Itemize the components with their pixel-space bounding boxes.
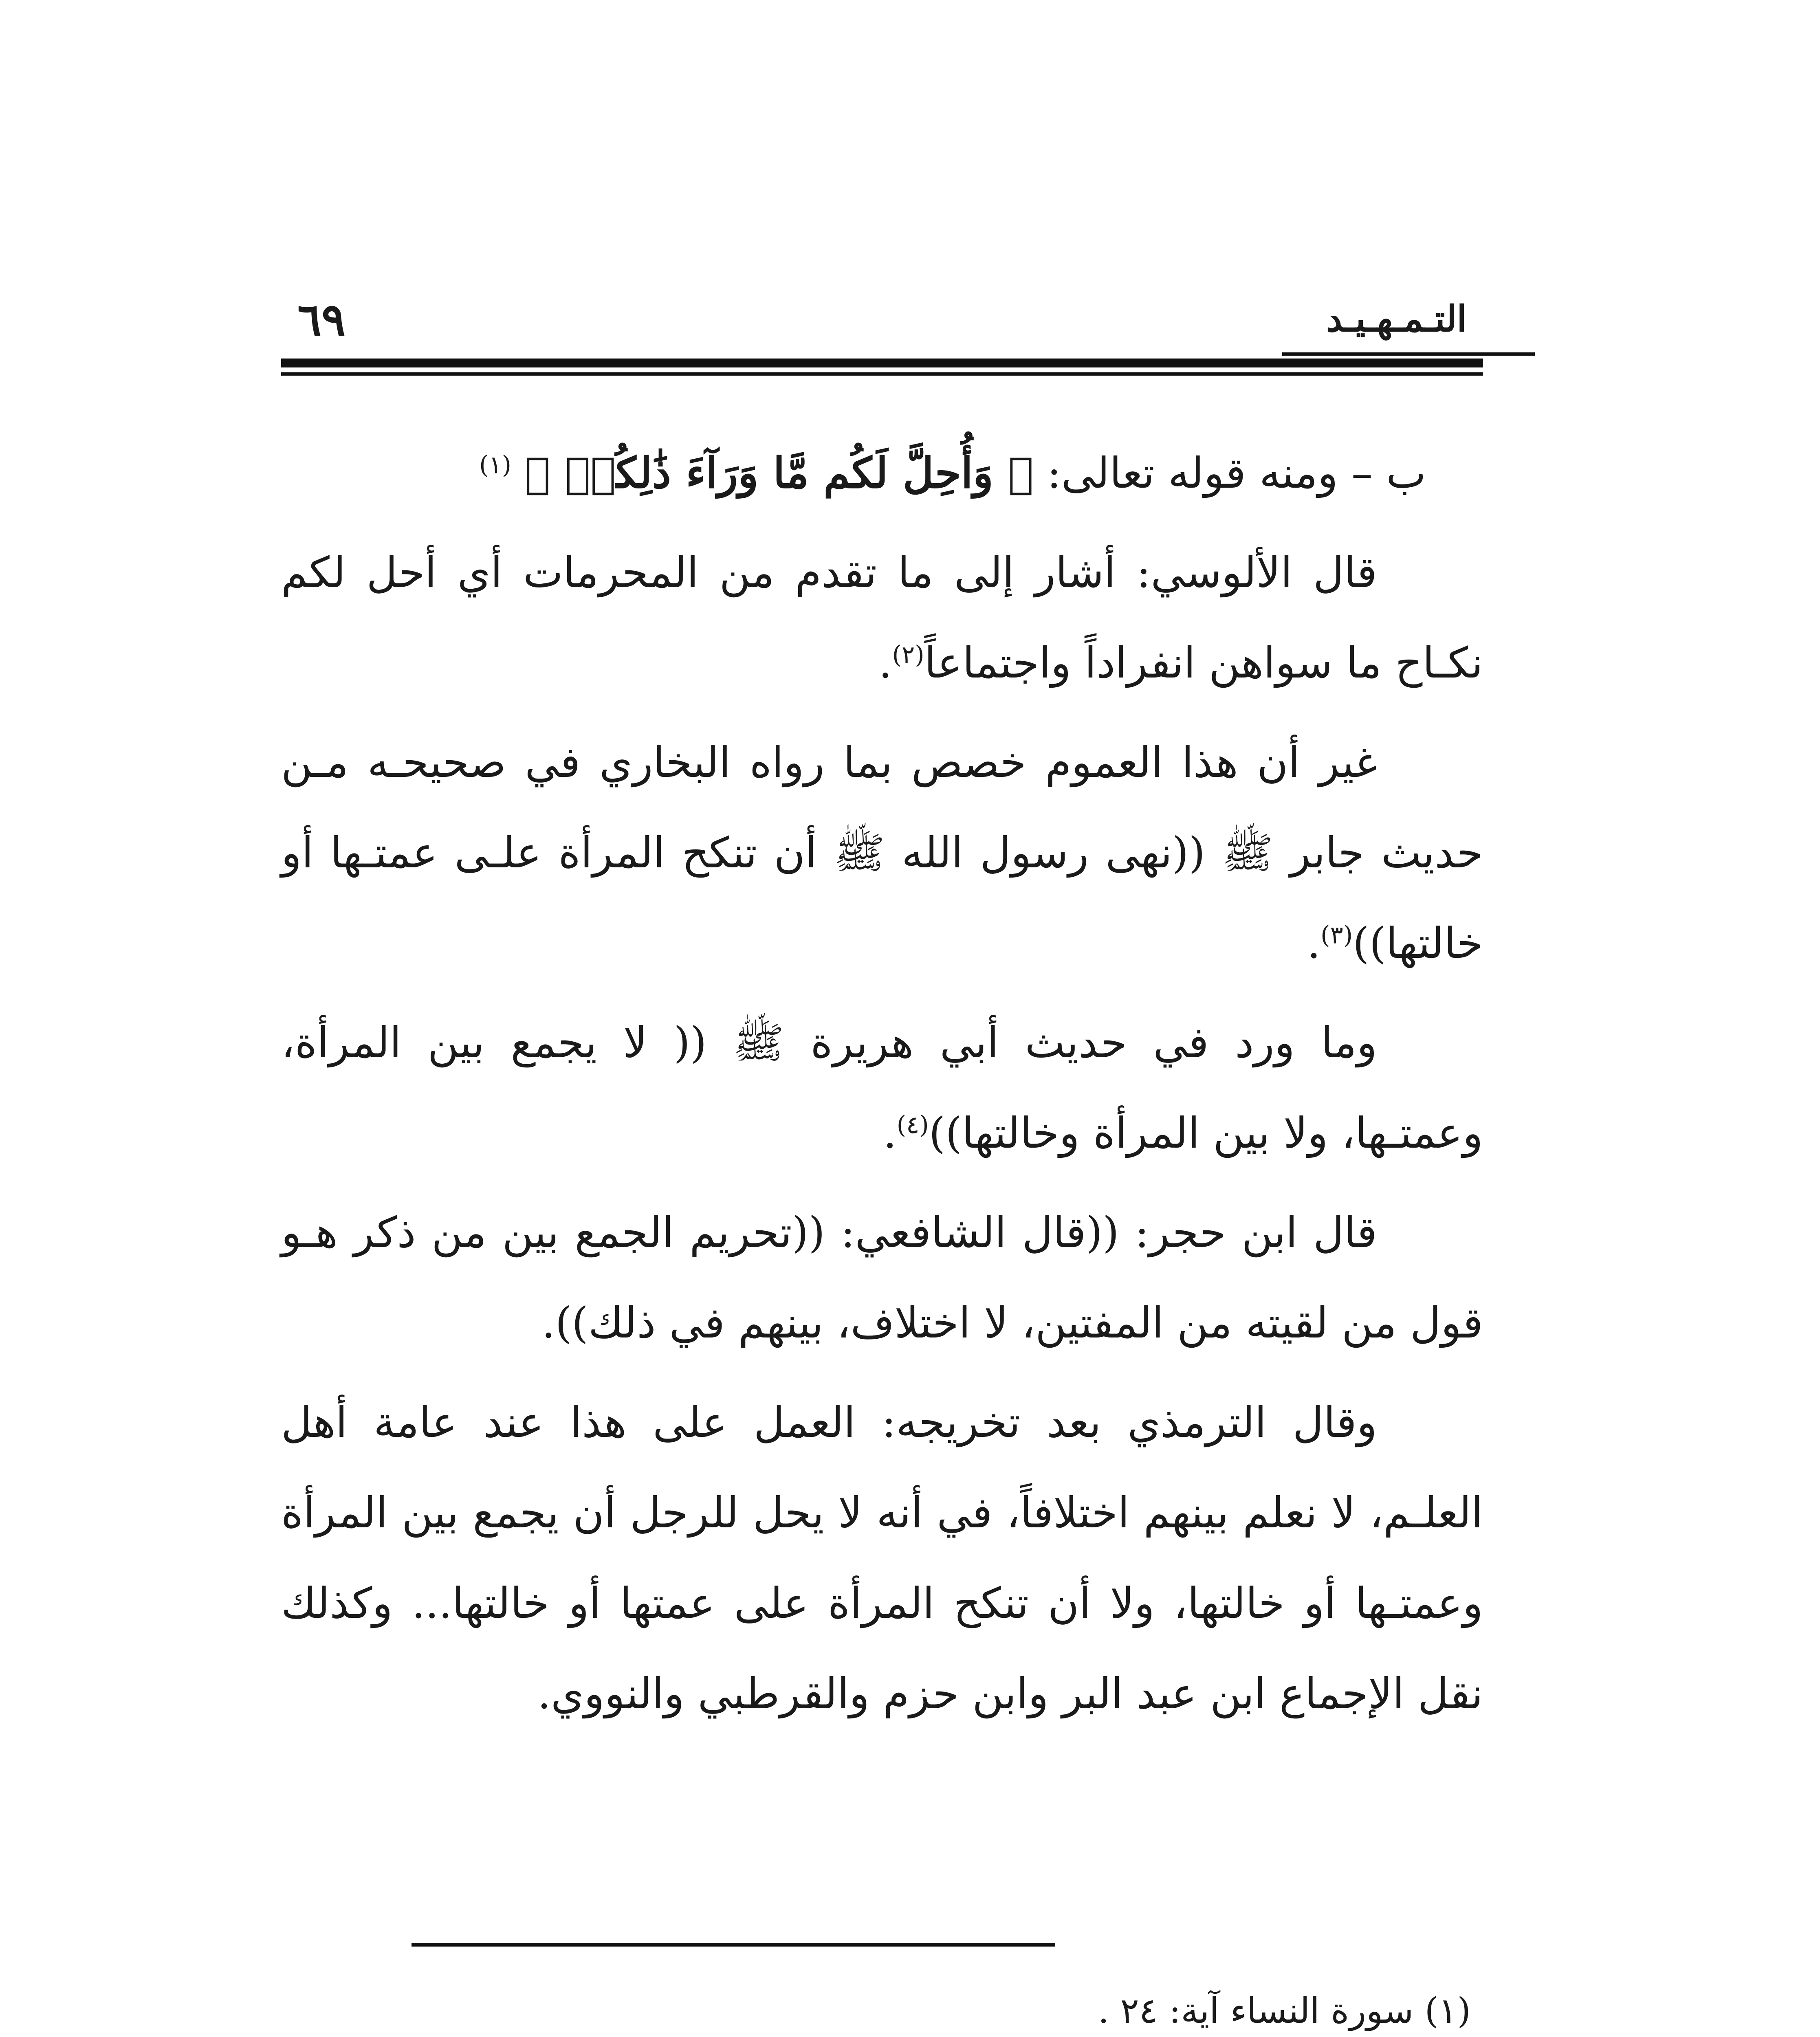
header-rule-thin <box>281 372 1483 376</box>
paragraph-alusi <box>281 527 1483 708</box>
paragraph-text: وما ورد في حديث أبي هريرة ﷺ (( لا يجمع بين المرأة، وعمتـها، ولا بين المرأة وخالتها)) <box>281 1018 1483 1158</box>
page-number: ٦٩ <box>297 293 346 346</box>
footnote-ref-3: (٣) <box>1320 921 1353 950</box>
paragraph-tirmidhi: وقال الترمذي بعد تخريجه: العمل على هذا عند عامة أهل العلـم، لا نعلم بينهم اختلافاً، في أنه لا يحل للرجل أن يجمع بين المرأة وعمتـها أو خالتها، ولا أن تنكح المرأة على عمتها أو خالتها... وكذلك نقل الإجماع ابن عبد البر وابن حزم والقرطبي والنووي. <box>281 1397 1483 1718</box>
page-header <box>281 293 1483 350</box>
paragraph-text: غير أن هذا العموم خصص بما رواه البخاري في صحيحـه مـن حديث جابر ﷺ ((نهى رسول الله ﷺ أن تنكح المرأة علـى عمتـها أو خالتها)) <box>281 737 1483 968</box>
paragraph-text: قال الألوسي: أشار إلى ما تقدم من المحرمات أي أحل لكم نكـاح ما سواهن انفراداً واجتماعاً <box>281 548 1483 688</box>
paragraph-tail: . <box>878 638 892 688</box>
main-text <box>281 428 1483 1748</box>
running-title-underline <box>1282 352 1535 356</box>
paragraph-tail: . <box>883 1108 897 1158</box>
paragraph-abu-hurayra <box>281 997 1483 1178</box>
paragraph-verse <box>281 428 1483 518</box>
paragraph-ibn-hajar: قال ابن حجر: ((قال الشافعي: ((تحريم الجمع بين من ذكر هـو قول من لقيته من المفتين، لا اختلاف، بينهم في ذلك)). <box>281 1208 1483 1348</box>
footnote-ref-1: (١) <box>479 451 512 480</box>
header-rule <box>281 359 1483 379</box>
paragraph-lead: ب – ومنه قوله تعالى: <box>1033 448 1426 498</box>
footnote-ref-4: (٤) <box>896 1111 929 1139</box>
footnote-separator <box>412 1943 1055 1947</box>
paragraph-bukhari <box>281 717 1483 988</box>
footnote-1: (١) سورة النساء آية: ٢٤ . <box>1098 1991 1471 2031</box>
footnote-ref-2: (٢) <box>892 640 924 669</box>
paragraph-tail: . <box>1307 918 1321 968</box>
running-title: التـمـهـيـد <box>1326 297 1467 340</box>
quran-verse: ﴿ وَأُحِلَّ لَكُم مَّا وَرَآءَ ذَٰلِكُمۡ ﴾ <box>525 448 1034 498</box>
footnotes <box>281 1976 1483 2037</box>
header-rule-thick <box>281 359 1483 367</box>
